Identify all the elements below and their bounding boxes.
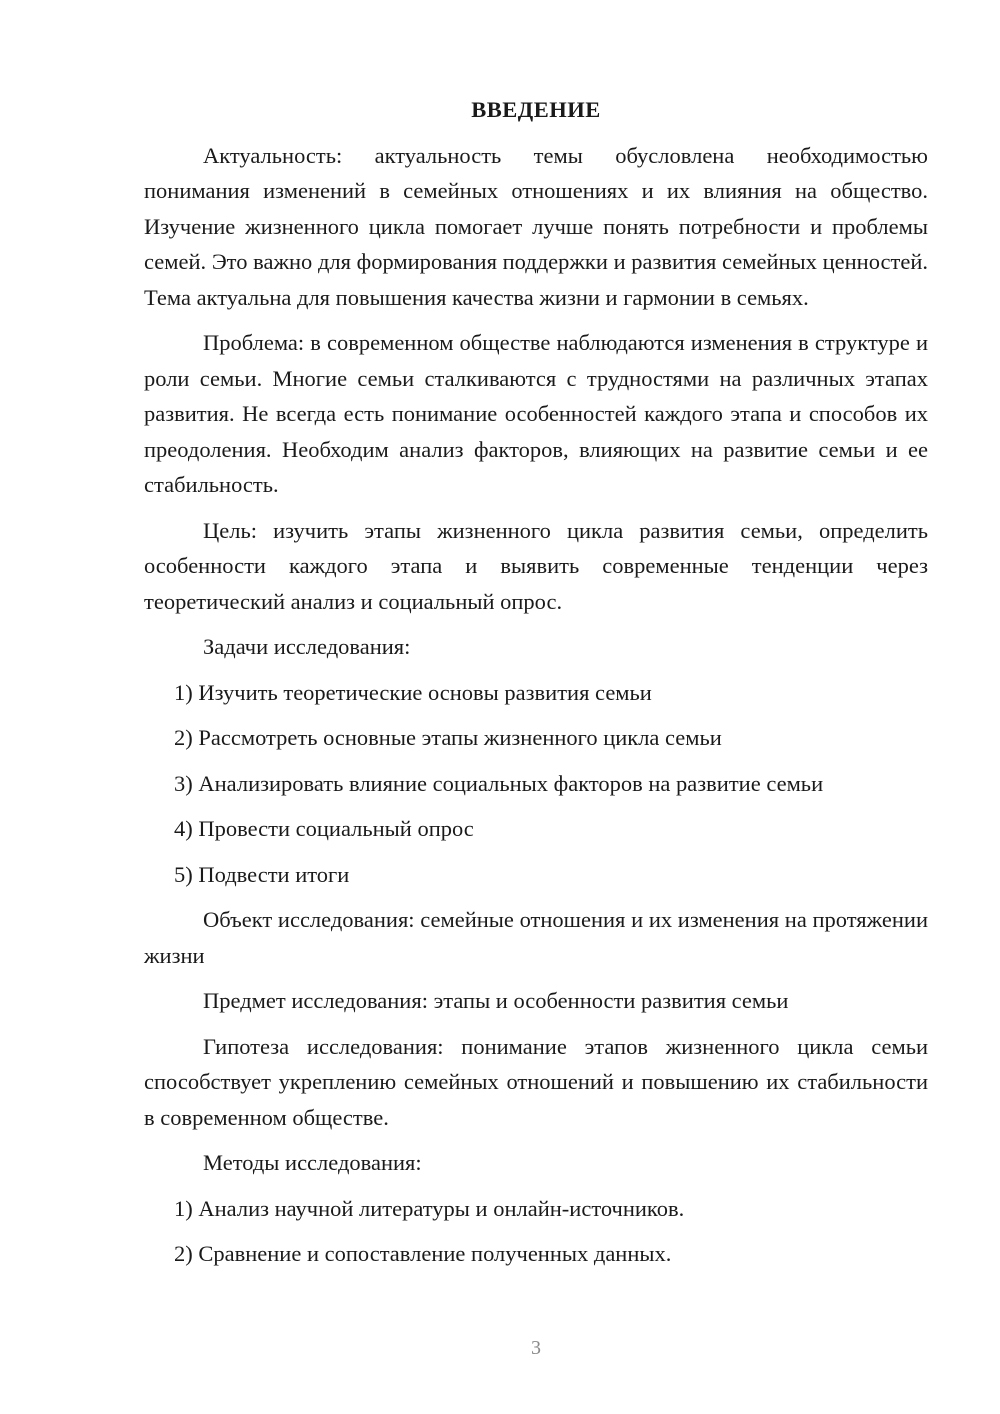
- list-item: 1) Изучить теоретические основы развития семьи: [174, 679, 652, 705]
- tasks-list: [144, 675, 928, 893]
- methods-list: [144, 1191, 928, 1272]
- page-content: [144, 92, 928, 1282]
- problem-paragraph: Проблема: в современном обществе наблюдаются изменения в структуре и роли семьи. Многие семьи сталкиваются с трудностями на различных этапах развития. Не всегда есть понимание особенностей каждого этапа и способов их преодоления. Необходим анализ факторов, влияющих на развитие семьи и ее стабильность.: [144, 330, 928, 497]
- subject-paragraph: Предмет исследования: этапы и особенности развития семьи: [203, 988, 789, 1013]
- tasks-heading: Задачи исследования:: [203, 634, 411, 659]
- goal-paragraph: Цель: изучить этапы жизненного цикла развития семьи, определить особенности каждого этапа и выявить современные тенденции через теоретический анализ и социальный опрос.: [144, 517, 928, 614]
- list-item: 5) Подвести итоги: [174, 861, 350, 887]
- methods-heading: Методы исследования:: [203, 1150, 422, 1175]
- page-number: 3: [531, 1337, 541, 1359]
- list-item: 2) Рассмотреть основные этапы жизненного цикла семьи: [174, 725, 722, 750]
- hypothesis-paragraph: Гипотеза исследования: понимание этапов жизненного цикла семьи способствует укреплению семейных отношений и повышению их стабильности в современном обществе.: [144, 1033, 928, 1130]
- object-paragraph: Объект исследования: семейные отношения и их изменения на протяжении жизни: [144, 907, 928, 968]
- list-item: 2) Сравнение и сопоставление полученных данных.: [174, 1241, 672, 1266]
- section-title: ВВЕДЕНИЕ: [471, 97, 601, 122]
- list-item: 4) Провести социальный опрос: [174, 816, 474, 841]
- list-item: 1) Анализ научной литературы и онлайн-источников.: [174, 1195, 685, 1221]
- list-item: 3) Анализировать влияние социальных факторов на развитие семьи: [174, 770, 824, 796]
- relevance-paragraph: Актуальность: актуальность темы обусловлена необходимостью понимания изменений в семейных отношениях и их влияния на общество. Изучение жизненного цикла помогает лучше понять потребности и проблемы семей. Это важно для формирования поддержки и развития семейных ценностей. Тема актуальна для повышения качества жизни и гармонии в семьях.: [144, 142, 928, 310]
